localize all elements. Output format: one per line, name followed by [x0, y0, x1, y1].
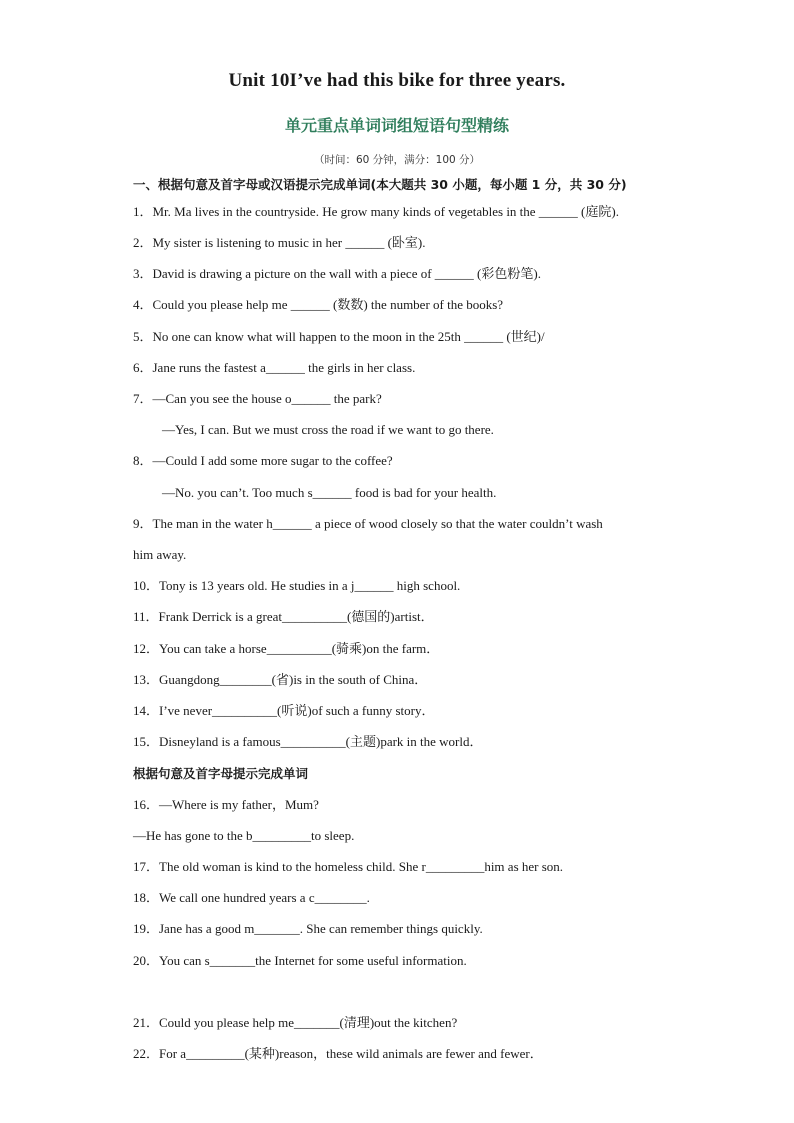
question-1: 1．Mr. Ma lives in the countryside. He grow many kinds of vegetables in the ______ (庭院). [133, 204, 619, 219]
page-subtitle: 单元重点单词词组短语句型精练 [284, 116, 509, 135]
question-16-reply: —He has gone to the b_________to sleep. [133, 828, 355, 843]
question-14: 14．I’ve never__________(听说)of such a funny story． [133, 703, 435, 718]
section-heading-1: 一、根据句意及首字母或汉语提示完成单词(本大题共 30 小题，每小题 1 分，共 30 分) [133, 177, 627, 192]
question-9-continued: him away. [133, 547, 187, 562]
question-21: 21．Could you please help me_______(清理)out the kitchen? [133, 1015, 458, 1030]
question-10: 10．Tony is 13 years old. He studies in a j______ high school. [133, 578, 461, 593]
question-6: 6．Jane runs the fastest a______ the girls in her class. [133, 360, 416, 375]
question-7: 7．—Can you see the house o______ the park? [133, 391, 382, 406]
question-2: 2．My sister is listening to music in her ______ (卧室). [133, 235, 426, 250]
question-19: 19．Jane has a good m_______. She can remember things quickly. [133, 921, 483, 936]
question-18: 18．We call one hundred years a c________. [133, 890, 370, 905]
page-title: Unit 10I’ve had this bike for three years. [228, 70, 566, 91]
question-15: 15．Disneyland is a famous__________(主题)park in the world． [133, 734, 483, 749]
question-3: 3．David is drawing a picture on the wall with a piece of ______ (彩色粉笔). [133, 266, 541, 281]
question-13: 13．Guangdong________(省)is in the south of China． [133, 672, 428, 687]
question-17: 17．The old woman is kind to the homeless child. She r_________him as her son. [133, 859, 564, 874]
question-11: 11．Frank Derrick is a great__________(德国的)artist． [133, 609, 434, 624]
question-7-reply: —Yes, I can. But we must cross the road if we want to go there. [162, 422, 494, 437]
question-8: 8．—Could I add some more sugar to the coffee? [133, 453, 393, 468]
question-20: 20．You can s_______the Internet for some useful information. [133, 953, 467, 968]
question-5: 5．No one can know what will happen to the moon in the 25th ______ (世纪)/ [133, 329, 545, 344]
section-heading-2: 根据句意及首字母提示完成单词 [133, 766, 309, 781]
question-22: 22．For a_________(某种)reason，these wild animals are fewer and fewer． [133, 1046, 543, 1061]
question-8-reply: —No. you can’t. Too much s______ food is bad for your health. [162, 485, 497, 500]
question-9: 9．The man in the water h______ a piece of wood closely so that the water couldn’t wash [133, 516, 603, 531]
question-16: 16．—Where is my father，Mum? [133, 797, 319, 812]
question-4: 4．Could you please help me ______ (数数) the number of the books? [133, 297, 504, 312]
time-info: （时间：60 分钟，满分：100 分） [313, 154, 481, 166]
question-12: 12．You can take a horse__________(骑乘)on the farm． [133, 641, 440, 656]
